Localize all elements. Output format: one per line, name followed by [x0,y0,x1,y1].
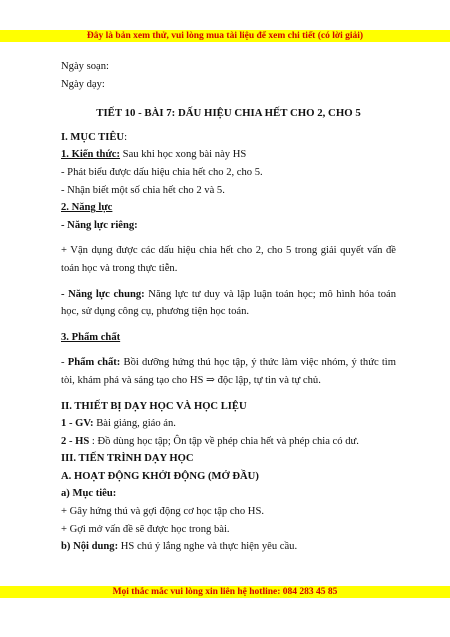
specific-competency-label: - Năng lực riêng: [61,219,138,231]
student-materials: 2 - HS : Đồ dùng học tập; Ôn tập về phép chia hết và phép chia có dư. [61,435,359,447]
objective-item: + Gợi mở vấn đề sẽ được học trong bài. [61,523,230,535]
hotline-banner: Mọi thắc mắc vui lòng xin liên hệ hotline: 084 283 45 85 [0,586,450,598]
section-process-heading: III. TIẾN TRÌNH DẠY HỌC [61,453,194,465]
knowledge-item: - Nhận biết một số chia hết cho 2 và 5. [61,184,225,196]
activity-a-heading: A. HOẠT ĐỘNG KHỞI ĐỘNG (MỞ ĐẦU) [61,470,259,482]
date-prepared: Ngày soạn: [61,61,109,72]
general-competency: - Năng lực chung: Năng lực tư duy và lập luận toán học; mô hình hóa toán học, sử dụng công cụ, phương tiện học toán. [61,288,396,318]
objective-label: a) Mục tiêu: [61,488,117,500]
content-line: b) Nội dung: HS chú ý lắng nghe và thực hiện yêu cầu. [61,541,298,553]
lesson-plan-document [61,58,396,556]
qualities-heading: 3. Phẩm chất [61,331,121,343]
knowledge-line: 1. Kiến thức: Sau khi học xong bài này HS [61,149,247,161]
knowledge-label: 1. Kiến thức: [61,149,121,161]
section-equipment-heading: II. THIẾT BỊ DẠY HỌC VÀ HỌC LIỆU [61,400,247,412]
lesson-title: TIẾT 10 - BÀI 7: DẤU HIỆU CHIA HẾT CHO 2, CHO 5 [96,107,361,120]
knowledge-item: - Phát biểu được dấu hiệu chia hết cho 2, cho 5. [61,166,263,178]
specific-competency-text: + Vận dụng được các dấu hiệu chia hết cho 2, cho 5 trong giải quyết vấn đề toán học và trong thực tiễn. [61,245,396,274]
qualities-text: - Phẩm chất: Bồi dưỡng hứng thú học tập, ý thức làm việc nhóm, ý thức tìm tòi, khám phá và sáng tạo cho HS ⇒ độc lập, tự tin và tự chủ. [61,357,396,386]
section-objectives-heading: I. MỤC TIÊU: [61,131,128,143]
preview-notice-banner: Đây là bản xem thử, vui lòng mua tài liệu để xem chi tiết (có lời giải) [0,30,450,42]
objective-item: + Gây hứng thú và gợi động cơ học tập cho HS. [61,506,264,518]
competency-heading: 2. Năng lực [61,202,113,214]
date-taught: Ngày dạy: [61,78,105,90]
teacher-materials: 1 - GV: Bài giảng, giáo án. [61,418,176,430]
